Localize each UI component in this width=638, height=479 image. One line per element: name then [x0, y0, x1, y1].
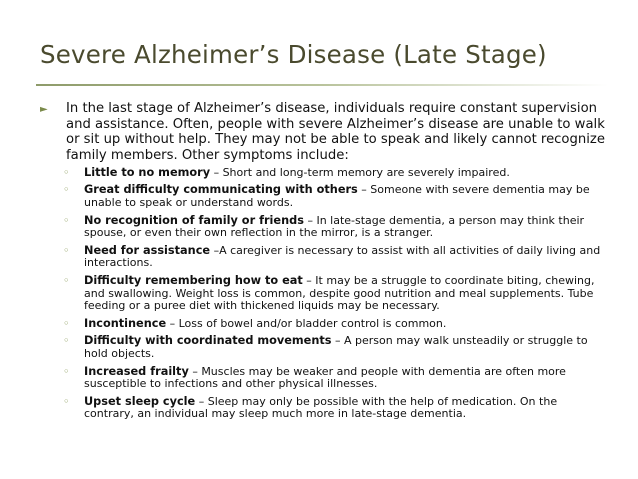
ring-bullet-icon: ◦ [63, 394, 70, 408]
symptom-desc: – In late-stage dementia, a person may think their spouse, or even their own reflection in the mirror, is a stranger. [84, 213, 585, 240]
content-area [40, 101, 610, 426]
symptom-term: Need for assistance [84, 243, 211, 257]
ring-bullet-icon: ◦ [63, 213, 70, 227]
title-underline [36, 84, 608, 86]
arrow-bullet-icon: ► [40, 104, 48, 115]
list-item [40, 245, 610, 270]
symptom-desc: – It may be a struggle to coordinate biting, chewing, and swallowing. Weight loss is common, despite good nutrition and meal supplements. Tube feeding or a puree diet with thickened liquids may be necessary. [84, 273, 595, 313]
symptom-desc: – Sleep may only be possible with the help of medication. On the contrary, an individual may sleep much more in late-stage dementia. [84, 394, 558, 421]
ring-bullet-icon: ◦ [63, 183, 70, 197]
list-item [40, 167, 610, 180]
list-item [40, 396, 610, 421]
list-item [40, 275, 610, 313]
list-item [40, 366, 610, 391]
symptom-desc: – Short and long-term memory are severely impaired. [210, 165, 510, 179]
symptom-desc: – Muscles may be weaker and people with dementia are often more susceptible to infections and other physical illnesses. [84, 364, 566, 391]
symptom-term: Difficulty remembering how to eat [84, 273, 303, 287]
list-item [40, 215, 610, 240]
list-item [40, 184, 610, 209]
slide-title: Severe Alzheimer’s Disease (Late Stage) [40, 40, 547, 69]
symptom-list [40, 167, 610, 421]
ring-bullet-icon: ◦ [63, 243, 70, 257]
symptom-term: Difficulty with coordinated movements [84, 334, 332, 348]
symptom-term: Upset sleep cycle [84, 394, 196, 408]
main-bullet [40, 101, 610, 164]
list-item [40, 318, 610, 331]
symptom-term: Great difficulty communicating with others [84, 183, 358, 197]
ring-bullet-icon: ◦ [63, 364, 70, 378]
symptom-term: No recognition of family or friends [84, 213, 304, 227]
symptom-term: Little to no memory [84, 165, 211, 179]
ring-bullet-icon: ◦ [63, 316, 70, 330]
list-item [40, 335, 610, 360]
symptom-desc: – Loss of bowel and/or bladder control is common. [166, 316, 447, 330]
ring-bullet-icon: ◦ [63, 273, 70, 287]
symptom-term: Increased frailty [84, 364, 189, 378]
ring-bullet-icon: ◦ [63, 165, 70, 179]
symptom-desc: –A caregiver is necessary to assist with all activities of daily living and interactions. [84, 243, 601, 270]
symptom-desc: – A person may walk unsteadily or struggle to hold objects. [84, 334, 588, 360]
ring-bullet-icon: ◦ [63, 334, 70, 348]
symptom-term: Incontinence [84, 316, 167, 330]
intro-text: In the last stage of Alzheimer’s disease, individuals require constant supervision and assistance. Often, people with severe Alzheimer’s disease are unable to walk or sit up without help. They may not be able to speak and likely cannot recognize family members. Other symptoms include: [66, 101, 605, 164]
symptom-desc: – Someone with severe dementia may be unable to speak or understand words. [84, 183, 590, 209]
